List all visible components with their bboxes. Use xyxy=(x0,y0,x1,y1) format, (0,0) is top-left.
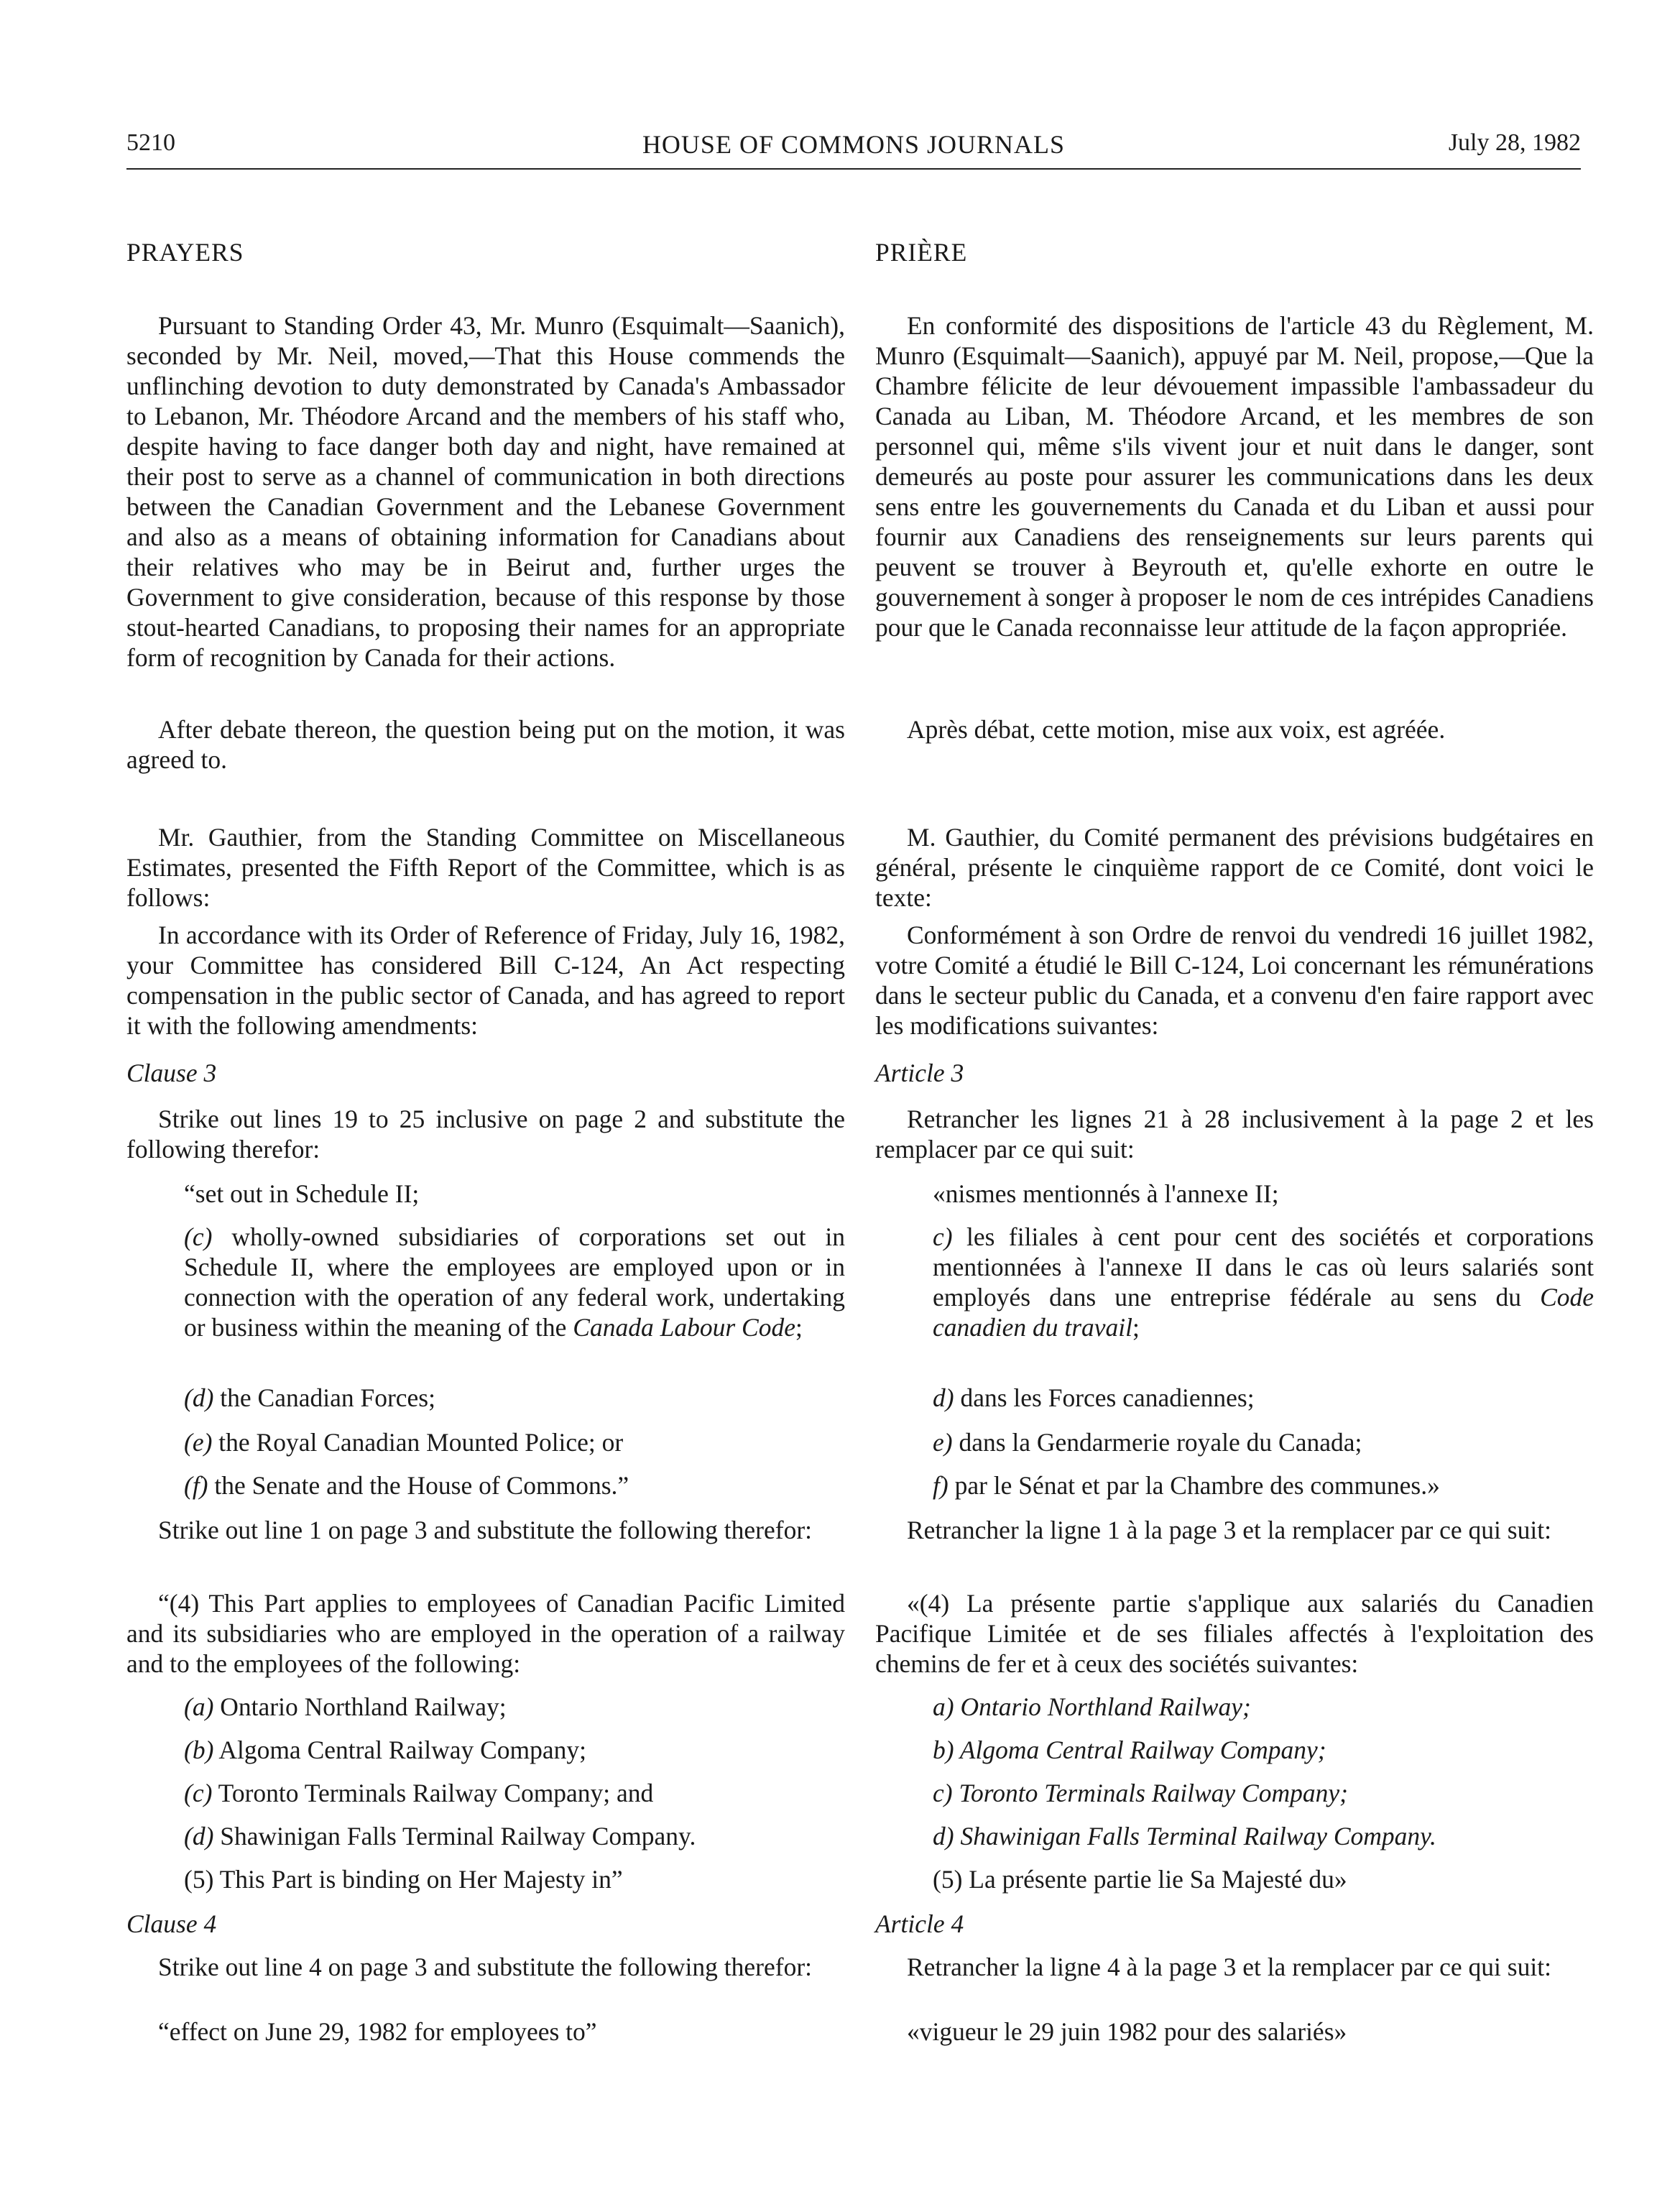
railway-d-en xyxy=(126,1821,845,1851)
prayers-heading-fr: PRIÈRE xyxy=(875,238,968,267)
code-canadien-du-travail-fr: Code canadien du travail xyxy=(933,1283,1594,1342)
item-e-label-fr: e) xyxy=(933,1428,953,1457)
motion-paragraph-fr: En conformité des dispositions de l'article 43 du Règlement, M. Munro (Esquimalt—Saanich), appuyé par M. Neil, propose,—Que la Chambre félicite de leur dévouement impassible l'ambassadeur du Canada au Liban, M. Théodore Arcand, et les membres de son personnel qui, même s'ils vivent jour et nuit dans le danger, sont demeurés au poste pour assurer les communications dans les deux sens entre les gouvernements du Canada et du Liban et aussi pour fournir aux Canadiens des renseignements sur leurs parents qui peuvent se trouver à Beyrouth et, qu'elle exhorte en outre le gouvernement à songer à proposer le nom de ces intrépides Canadiens pour que le Canada reconnaisse leur attitude de la façon appropriée. xyxy=(875,311,1594,642)
journal-title: HOUSE OF COMMONS JOURNALS xyxy=(642,130,1066,159)
strike-1-en xyxy=(126,1104,845,1164)
canada-labour-code-en: Canada Labour Code xyxy=(573,1313,795,1342)
railway-c-text-fr: Toronto Terminals Railway Company; xyxy=(952,1779,1348,1807)
railway-b-text-en: Algoma Central Railway Company; xyxy=(213,1736,587,1764)
item-d-en xyxy=(126,1383,845,1413)
item-c-end-en: ; xyxy=(795,1313,803,1342)
railway-b-label-en: (b) xyxy=(184,1736,214,1764)
part-5-en: (5) This Part is binding on Her Majesty in” xyxy=(184,1865,623,1894)
debate-paragraph-fr: Après débat, cette motion, mise aux voix, est agréée. xyxy=(907,715,1446,744)
clause-3-heading-fr: Article 3 xyxy=(875,1059,964,1087)
motion-fr xyxy=(875,310,1594,642)
item-d-label-en: (d) xyxy=(184,1383,214,1412)
effect-quote-fr: «vigueur le 29 juin 1982 pour des salariés» xyxy=(907,2017,1347,2046)
railway-a-text-en: Ontario Northland Railway; xyxy=(213,1692,507,1721)
schedule-quote-en: “set out in Schedule II; xyxy=(184,1179,420,1208)
strike-2-fr xyxy=(875,1515,1594,1545)
railway-c-fr xyxy=(875,1778,1594,1808)
strike-3-paragraph-fr: Retrancher la ligne 4 à la page 3 et la remplacer par ce qui suit: xyxy=(907,1953,1551,1981)
item-c-label-fr: c) xyxy=(933,1222,953,1251)
railway-a-en xyxy=(126,1692,845,1722)
strike-3-paragraph-en: Strike out line 4 on page 3 and substitute the following therefor: xyxy=(158,1953,812,1981)
item-f-label-en: (f) xyxy=(184,1471,208,1500)
item-e-label-en: (e) xyxy=(184,1428,213,1457)
item-d-fr xyxy=(875,1383,1594,1413)
item-c-text-fr: les filiales à cent pour cent des sociétés et corporations mentionnées à l'annexe II dans le cas où leurs salariés sont employés dans une entreprise fédérale au sens du xyxy=(933,1222,1594,1312)
debate-en xyxy=(126,714,845,775)
page-number: 5210 xyxy=(126,129,175,156)
report-text-paragraph-fr: Conformément à son Ordre de renvoi du vendredi 16 juillet 1982, votre Comité a étudié le Bill C-124, Loi concernant les rémunérations dans le secteur public du Canada, et a convenu d'en faire rapport avec les modifications suivantes: xyxy=(875,921,1594,1040)
item-e-text-en: the Royal Canadian Mounted Police; or xyxy=(212,1428,624,1457)
strike-2-paragraph-fr: Retrancher la ligne 1 à la page 3 et la remplacer par ce qui suit: xyxy=(907,1516,1551,1544)
report-intro-en xyxy=(126,822,845,913)
strike-3-fr xyxy=(875,1952,1594,1982)
part-4-en xyxy=(126,1588,845,1679)
strike-1-fr xyxy=(875,1104,1594,1164)
item-f-text-fr: par le Sénat et par la Chambre des communes.» xyxy=(948,1471,1440,1500)
report-text-en xyxy=(126,920,845,1041)
item-c-text-en: wholly-owned subsidiaries of corporations set out in Schedule II, where the employees are employed upon or in connection with the operation of any federal work, undertaking or business within the meaning of the xyxy=(184,1222,845,1342)
item-c-en xyxy=(126,1222,845,1342)
item-d-text-fr: dans les Forces canadiennes; xyxy=(954,1383,1255,1412)
railway-d-label-en: (d) xyxy=(184,1822,214,1850)
railway-b-label-fr: b) xyxy=(933,1736,954,1764)
railway-d-label-fr: d) xyxy=(933,1822,954,1850)
motion-paragraph-en: Pursuant to Standing Order 43, Mr. Munro (Esquimalt—Saanich), seconded by Mr. Neil, moved,—That this House commends the unflinching devotion to duty demonstrated by Canada's Ambassador to Lebanon, Mr. Théodore Arcand and the members of his staff who, despite having to face danger both day and night, have remained at their post to serve as a channel of communication in both directions between the Canadian Government and the Lebanese Government and also as a means of obtaining information for Canadians about their relatives who may be in Beirut and, further urges the Government to give consideration, because of this response by those stout-hearted Canadians, to proposing their names for an appropriate form of recognition by Canada for their actions. xyxy=(126,311,845,672)
strike-1-paragraph-fr: Retrancher les lignes 21 à 28 inclusivement à la page 2 et les remplacer par ce qui suit: xyxy=(875,1105,1594,1163)
railway-b-en xyxy=(126,1735,845,1765)
debate-fr xyxy=(875,714,1594,745)
item-c-fr xyxy=(875,1222,1594,1342)
railway-a-label-fr: a) xyxy=(933,1692,954,1721)
railway-c-text-en: Toronto Terminals Railway Company; and xyxy=(212,1779,654,1807)
strike-2-paragraph-en: Strike out line 1 on page 3 and substitute the following therefor: xyxy=(158,1516,812,1544)
motion-en xyxy=(126,310,845,673)
schedule-quote-fr: «nismes mentionnés à l'annexe II; xyxy=(933,1179,1279,1208)
item-f-en xyxy=(126,1470,845,1501)
report-intro-fr xyxy=(875,822,1594,913)
railway-b-text-fr: Algoma Central Railway Company; xyxy=(954,1736,1326,1764)
part-4-fr xyxy=(875,1588,1594,1679)
part-4-paragraph-fr: «(4) La présente partie s'applique aux salariés du Canadien Pacifique Limitée et de ses filiales affectés à l'exploitation des chemins de fer et à ceux des sociétés suivantes: xyxy=(875,1589,1594,1678)
item-f-fr xyxy=(875,1470,1594,1501)
header-rule xyxy=(126,168,1581,170)
clause-4-heading-fr: Article 4 xyxy=(875,1909,964,1938)
railway-a-fr xyxy=(875,1692,1594,1722)
item-c-paragraph-fr xyxy=(933,1222,1594,1342)
item-c-label-en: (c) xyxy=(184,1222,213,1251)
item-d-label-fr: d) xyxy=(933,1383,954,1412)
railway-c-label-fr: c) xyxy=(933,1779,953,1807)
item-c-end-fr: ; xyxy=(1132,1313,1140,1342)
railway-c-label-en: (c) xyxy=(184,1779,213,1807)
report-intro-paragraph-en: Mr. Gauthier, from the Standing Committee on Miscellaneous Estimates, presented the Fifth Report of the Committee, which is as follows: xyxy=(126,823,845,912)
railway-c-en xyxy=(126,1778,845,1808)
part-5-fr: (5) La présente partie lie Sa Majesté du» xyxy=(933,1865,1347,1894)
item-c-paragraph-en xyxy=(184,1222,845,1342)
report-text-fr xyxy=(875,920,1594,1041)
journal-date: July 28, 1982 xyxy=(1448,129,1581,156)
clause-4-heading-en: Clause 4 xyxy=(126,1909,217,1938)
railway-d-text-en: Shawinigan Falls Terminal Railway Company. xyxy=(213,1822,696,1850)
debate-paragraph-en: After debate thereon, the question being put on the motion, it was agreed to. xyxy=(126,715,845,774)
strike-1-paragraph-en: Strike out lines 19 to 25 inclusive on page 2 and substitute the following therefor: xyxy=(126,1105,845,1163)
item-e-en xyxy=(126,1427,845,1457)
clause-3-heading-en: Clause 3 xyxy=(126,1059,217,1087)
prayers-heading-en: PRAYERS xyxy=(126,238,244,267)
item-d-text-en: the Canadian Forces; xyxy=(213,1383,435,1412)
item-e-text-fr: dans la Gendarmerie royale du Canada; xyxy=(952,1428,1362,1457)
strike-3-en xyxy=(126,1952,845,1982)
railway-d-fr xyxy=(875,1821,1594,1851)
report-intro-paragraph-fr: M. Gauthier, du Comité permanent des prévisions budgétaires en général, présente le cinquième rapport de ce Comité, dont voici le texte: xyxy=(875,823,1594,912)
effect-quote-en: “effect on June 29, 1982 for employees to” xyxy=(158,2017,597,2046)
railway-b-fr xyxy=(875,1735,1594,1765)
railway-a-text-fr: Ontario Northland Railway; xyxy=(954,1692,1251,1721)
railway-a-label-en: (a) xyxy=(184,1692,214,1721)
strike-2-en xyxy=(126,1515,845,1545)
part-4-paragraph-en: “(4) This Part applies to employees of Canadian Pacific Limited and its subsidiaries who are employed in the operation of a railway and to the employees of the following: xyxy=(126,1589,845,1678)
item-f-text-en: the Senate and the House of Commons.” xyxy=(208,1471,629,1500)
page-header xyxy=(126,129,1581,165)
report-text-paragraph-en: In accordance with its Order of Reference of Friday, July 16, 1982, your Committee has considered Bill C-124, An Act respecting compensation in the public sector of Canada, and has agreed to report it with the following amendments: xyxy=(126,921,845,1040)
railway-d-text-fr: Shawinigan Falls Terminal Railway Company. xyxy=(954,1822,1436,1850)
item-f-label-fr: f) xyxy=(933,1471,949,1500)
item-e-fr xyxy=(875,1427,1594,1457)
